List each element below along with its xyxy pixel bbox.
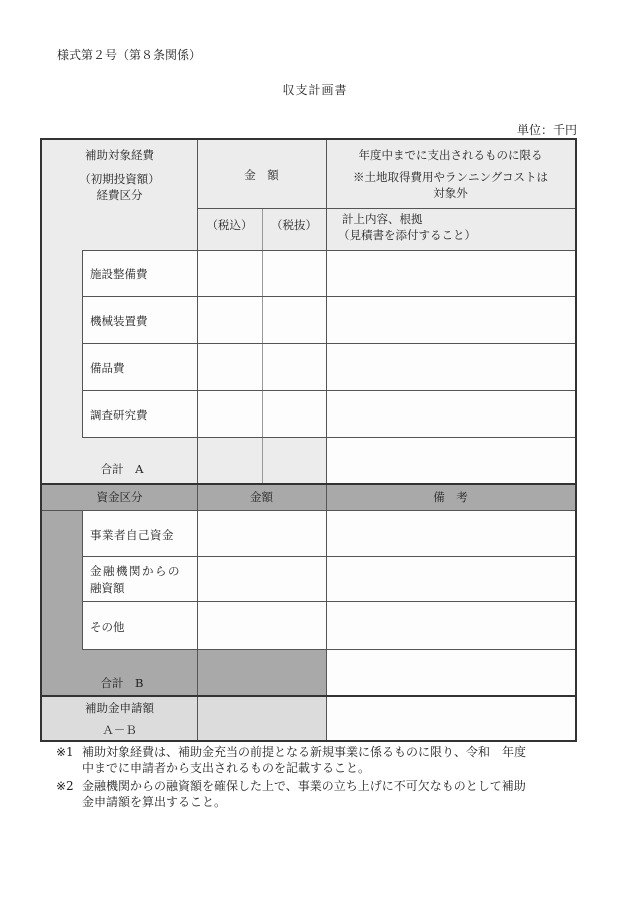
funding-left-margin [42,510,82,650]
budget-plan-table [40,138,577,742]
expense-category-header-line1: 補助対象経費 [85,148,154,162]
divider [326,140,327,484]
footnote-1-line1: 補助対象経費は、補助金充当の前提となる新規事業に係るものに限り、令和 年度 [82,745,527,759]
facility-basis-input[interactable] [327,251,575,297]
expense-category-header-line2: （初期投資額） [79,172,160,186]
total-a-basis-input[interactable] [327,438,575,484]
footnote-2-line1: 金融機関からの融資額を確保した上で、事業の立ち上げに不可欠なものとして補助 [82,779,526,793]
expense-left-margin [42,250,82,437]
footnote-1 [56,744,596,778]
footnote-2-mark: ※2 [56,779,74,793]
funding-amount-header: 金額 [250,490,273,504]
other-amount-input[interactable] [198,602,326,649]
funding-row-own-funds-label: 事業者自己資金 [90,528,174,542]
funding-row-other-label: その他 [90,620,125,634]
tax-excluded-header: （税抜） [271,218,317,232]
other-remarks-input[interactable] [327,602,575,649]
subsidy-label-line2: Ａ－Ｂ [102,723,137,737]
total-b-label: 合計 B [100,676,144,690]
footnote-2 [56,778,596,812]
divider [82,601,575,602]
divider [326,485,327,695]
divider [82,296,575,297]
total-a-tax-included-input[interactable] [198,438,262,484]
period-note-line2: ※土地取得費用やランニングコストは [352,170,549,184]
tax-included-header: （税込） [206,218,253,232]
remarks-header: 備 考 [433,490,468,504]
divider [82,250,83,437]
basis-header-line2: （見積書を添付すること） [338,228,476,242]
expense-row-facility-label: 施設整備費 [90,267,148,281]
research-basis-input[interactable] [327,392,575,438]
total-a-tax-excluded-input[interactable] [263,438,326,484]
divider [82,510,83,650]
machinery-basis-input[interactable] [327,298,575,344]
footnote-2-line2: 金申請額を算出すること。 [82,795,227,809]
form-number-label: 様式第２号（第８条関係） [57,48,202,62]
equipment-tax-included-input[interactable] [198,345,262,391]
facility-tax-included-input[interactable] [198,251,262,297]
funding-row-loan-label-line2: 融資額 [90,581,125,595]
funding-category-header: 資金区分 [96,490,143,504]
divider [82,556,575,557]
divider [197,697,198,740]
divider [82,250,575,251]
subsidy-remarks-input[interactable] [327,697,575,740]
subsidy-amount-input[interactable] [198,697,326,740]
document-title: 収支計画書 [282,83,348,97]
subsidy-label-line1: 補助金申請額 [85,701,154,715]
loan-remarks-input[interactable] [327,557,575,601]
divider [42,510,575,511]
facility-tax-excluded-input[interactable] [263,251,326,297]
research-tax-excluded-input[interactable] [263,392,326,438]
divider [82,649,575,650]
funding-row-loan-label-line1: 金融機関からの [90,564,181,578]
footnote-1-line2: 中までに申請者から支出されるものを記載すること。 [82,761,371,775]
divider [197,208,575,209]
total-a-label: 合計 A [100,462,144,476]
divider [82,390,575,391]
divider [326,697,327,740]
equipment-tax-excluded-input[interactable] [263,345,326,391]
divider [82,437,575,438]
amount-header: 金 額 [244,168,279,182]
total-b-remarks-input[interactable] [327,651,575,695]
divider [197,485,198,695]
period-note-line3: 対象外 [433,186,468,200]
loan-amount-input[interactable] [198,557,326,601]
footnote-1-mark: ※1 [56,745,74,759]
basis-header-line1: 計上内容、根拠 [342,212,423,226]
own-funds-remarks-input[interactable] [327,511,575,556]
own-funds-amount-input[interactable] [198,511,326,556]
unit-label: 単位：千円 [516,123,577,137]
research-tax-included-input[interactable] [198,392,262,438]
divider [197,140,198,484]
equipment-basis-input[interactable] [327,345,575,391]
expense-category-header-line3: 経費区分 [96,188,143,202]
divider [82,343,575,344]
expense-row-research-label: 調査研究費 [90,408,148,422]
expense-row-equipment-label: 備品費 [90,361,125,375]
expense-row-machinery-label: 機械装置費 [90,314,148,328]
machinery-tax-included-input[interactable] [198,298,262,344]
machinery-tax-excluded-input[interactable] [263,298,326,344]
period-note-line1: 年度中までに支出されるものに限る [358,148,543,162]
